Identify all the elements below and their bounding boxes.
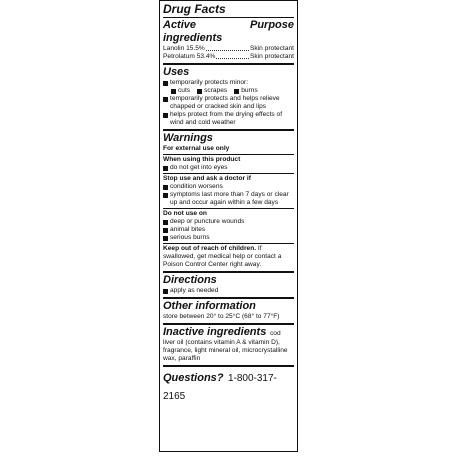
minor-injuries-list: cuts scrapes burns — [163, 87, 294, 95]
bullet-square-icon — [163, 220, 168, 225]
active-ingredient-row: Lanolin 15.5% Skin protectant — [163, 45, 294, 52]
bullet-square-icon — [163, 81, 168, 86]
bullet-square-icon — [163, 166, 168, 171]
bullet-square-icon — [163, 97, 168, 102]
list-item: temporarily protects and helps relieve chapped or cracked skin and lips — [163, 95, 294, 111]
bullet-square-icon — [163, 193, 168, 198]
other-information-section — [163, 299, 294, 325]
directions-heading: Directions — [163, 274, 217, 286]
inactive-ingredients-heading: Inactive ingredients — [163, 326, 267, 338]
inactive-ingredients-text: cod liver oil (contains vitamin A & vitamin D), fragrance, light mineral oil, microcrystalline wax, paraffin — [163, 330, 288, 362]
storage-text: store between 20° to 25°C (68° to 77°F) — [163, 313, 280, 320]
list-item: temporarily protects minor: — [163, 79, 294, 87]
bullet-square-icon — [234, 89, 239, 94]
other-information-heading: Other information — [163, 300, 256, 312]
drug-facts-title: Drug Facts — [163, 2, 226, 16]
active-ingredients-section — [163, 1, 294, 65]
phone-number: 1-800-317-2165 — [163, 373, 277, 402]
list-item: symptoms last more than 7 days or clear up and occur again within a few days — [163, 191, 294, 207]
list-item: condition worsens — [163, 183, 294, 191]
stop-use-heading: Stop use and ask a doctor if — [163, 175, 251, 182]
questions-section — [163, 367, 294, 406]
bullet-square-icon — [163, 228, 168, 233]
external-use-note: For external use only — [163, 145, 230, 152]
bullet-square-icon — [163, 185, 168, 190]
when-using-heading: When using this product — [163, 156, 241, 163]
bullet-square-icon — [163, 113, 168, 118]
active-ingredients-heading: Active ingredients — [163, 19, 223, 44]
directions-section — [163, 273, 294, 299]
drug-facts-panel — [159, 0, 298, 452]
list-item: animal bites — [163, 226, 294, 234]
list-item: serious burns — [163, 234, 294, 242]
warnings-heading: Warnings — [163, 132, 213, 144]
uses-section — [163, 65, 294, 131]
keep-out-of-reach-note: Keep out of reach of children. If swallowed, get medical help or contact a Poison Control Center right away. — [163, 245, 282, 268]
list-item: deep or puncture wounds — [163, 218, 294, 226]
purpose-heading: Purpose — [249, 19, 294, 31]
inactive-ingredients-section — [163, 325, 294, 367]
bullet-square-icon — [197, 89, 202, 94]
warnings-section — [163, 131, 294, 273]
active-ingredient-row: Petrolatum 53.4% Skin protectant — [163, 53, 294, 60]
do-not-use-heading: Do not use on — [163, 210, 207, 217]
list-item: do not get into eyes — [163, 164, 294, 172]
list-item: helps protect from the drying effects of wind and cold weather — [163, 111, 294, 127]
bullet-square-icon — [163, 289, 168, 294]
bullet-square-icon — [163, 236, 168, 241]
bullet-square-icon — [171, 89, 176, 94]
uses-heading: Uses — [163, 66, 190, 78]
questions-label: Questions? — [163, 372, 224, 384]
list-item: apply as needed — [163, 287, 294, 295]
